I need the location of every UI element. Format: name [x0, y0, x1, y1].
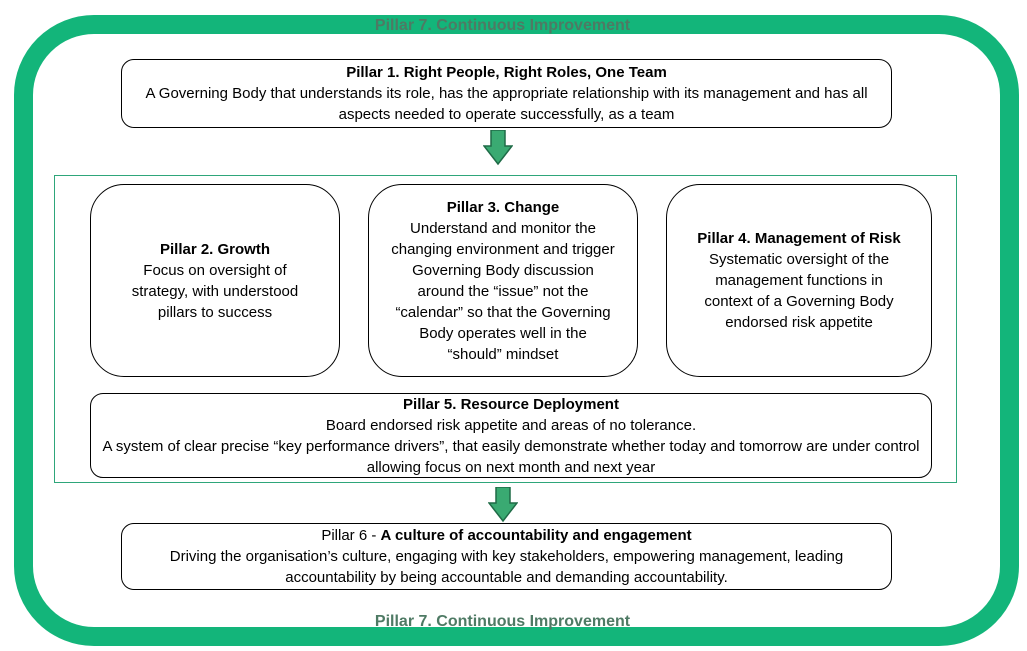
pillar6-box: [121, 523, 892, 590]
down-arrow-icon: [483, 130, 513, 166]
pillar4-box: [666, 184, 932, 377]
pillar2-title: Pillar 2. Growth: [159, 240, 271, 258]
pillar5-box: [90, 393, 932, 478]
pillar6-body: Driving the organisation’s culture, engaging with key stakeholders, empowering management, leading accountability by being accountable and demanding accountability.: [169, 548, 844, 586]
pillar6-title-bold: A culture of accountability and engagement: [380, 527, 692, 544]
pillar1-title: Pillar 1. Right People, Right Roles, One Team: [346, 64, 667, 81]
pillar6-title: [321, 525, 691, 546]
pillar4-body: Systematic oversight of the management functions in context of a Governing Body endorsed risk appetite: [704, 251, 894, 331]
pillar2-body: Focus on oversight of strategy, with understood pillars to success: [131, 261, 299, 321]
pillar2-box: [90, 184, 340, 377]
pillar3-title: Pillar 3. Change: [446, 198, 560, 216]
pillar5-body-line1: Board endorsed risk appetite and areas of no tolerance.: [325, 416, 697, 434]
pillar1-box: [121, 59, 892, 128]
pillar4-title: Pillar 4. Management of Risk: [697, 230, 901, 247]
pillar5-body-line2: A system of clear precise “key performance drivers”, that easily demonstrate whether today and tomorrow are under control allowing focus on next month and next year: [102, 437, 920, 476]
down-arrow-shape: [484, 130, 512, 164]
pillar5-title: Pillar 5. Resource Deployment: [403, 395, 619, 413]
pillar7-top-label: Pillar 7. Continuous Improvement: [374, 17, 631, 34]
down-arrow-shape: [489, 487, 517, 521]
pillar3-box: [368, 184, 638, 377]
pillar1-body: A Governing Body that understands its role, has the appropriate relationship with its management and has all aspects needed to operate successfully, as a team: [145, 85, 868, 123]
down-arrow-icon: [488, 487, 518, 523]
pillar3-body: Understand and monitor the changing environment and trigger Governing Body discussion around the “issue” not the “calendar” so that the Governing Body operates well in the “should” mindset: [391, 219, 615, 363]
pillar7-bottom-label: Pillar 7. Continuous Improvement: [374, 613, 631, 630]
pillar6-title-prefix: Pillar 6 -: [321, 527, 381, 544]
